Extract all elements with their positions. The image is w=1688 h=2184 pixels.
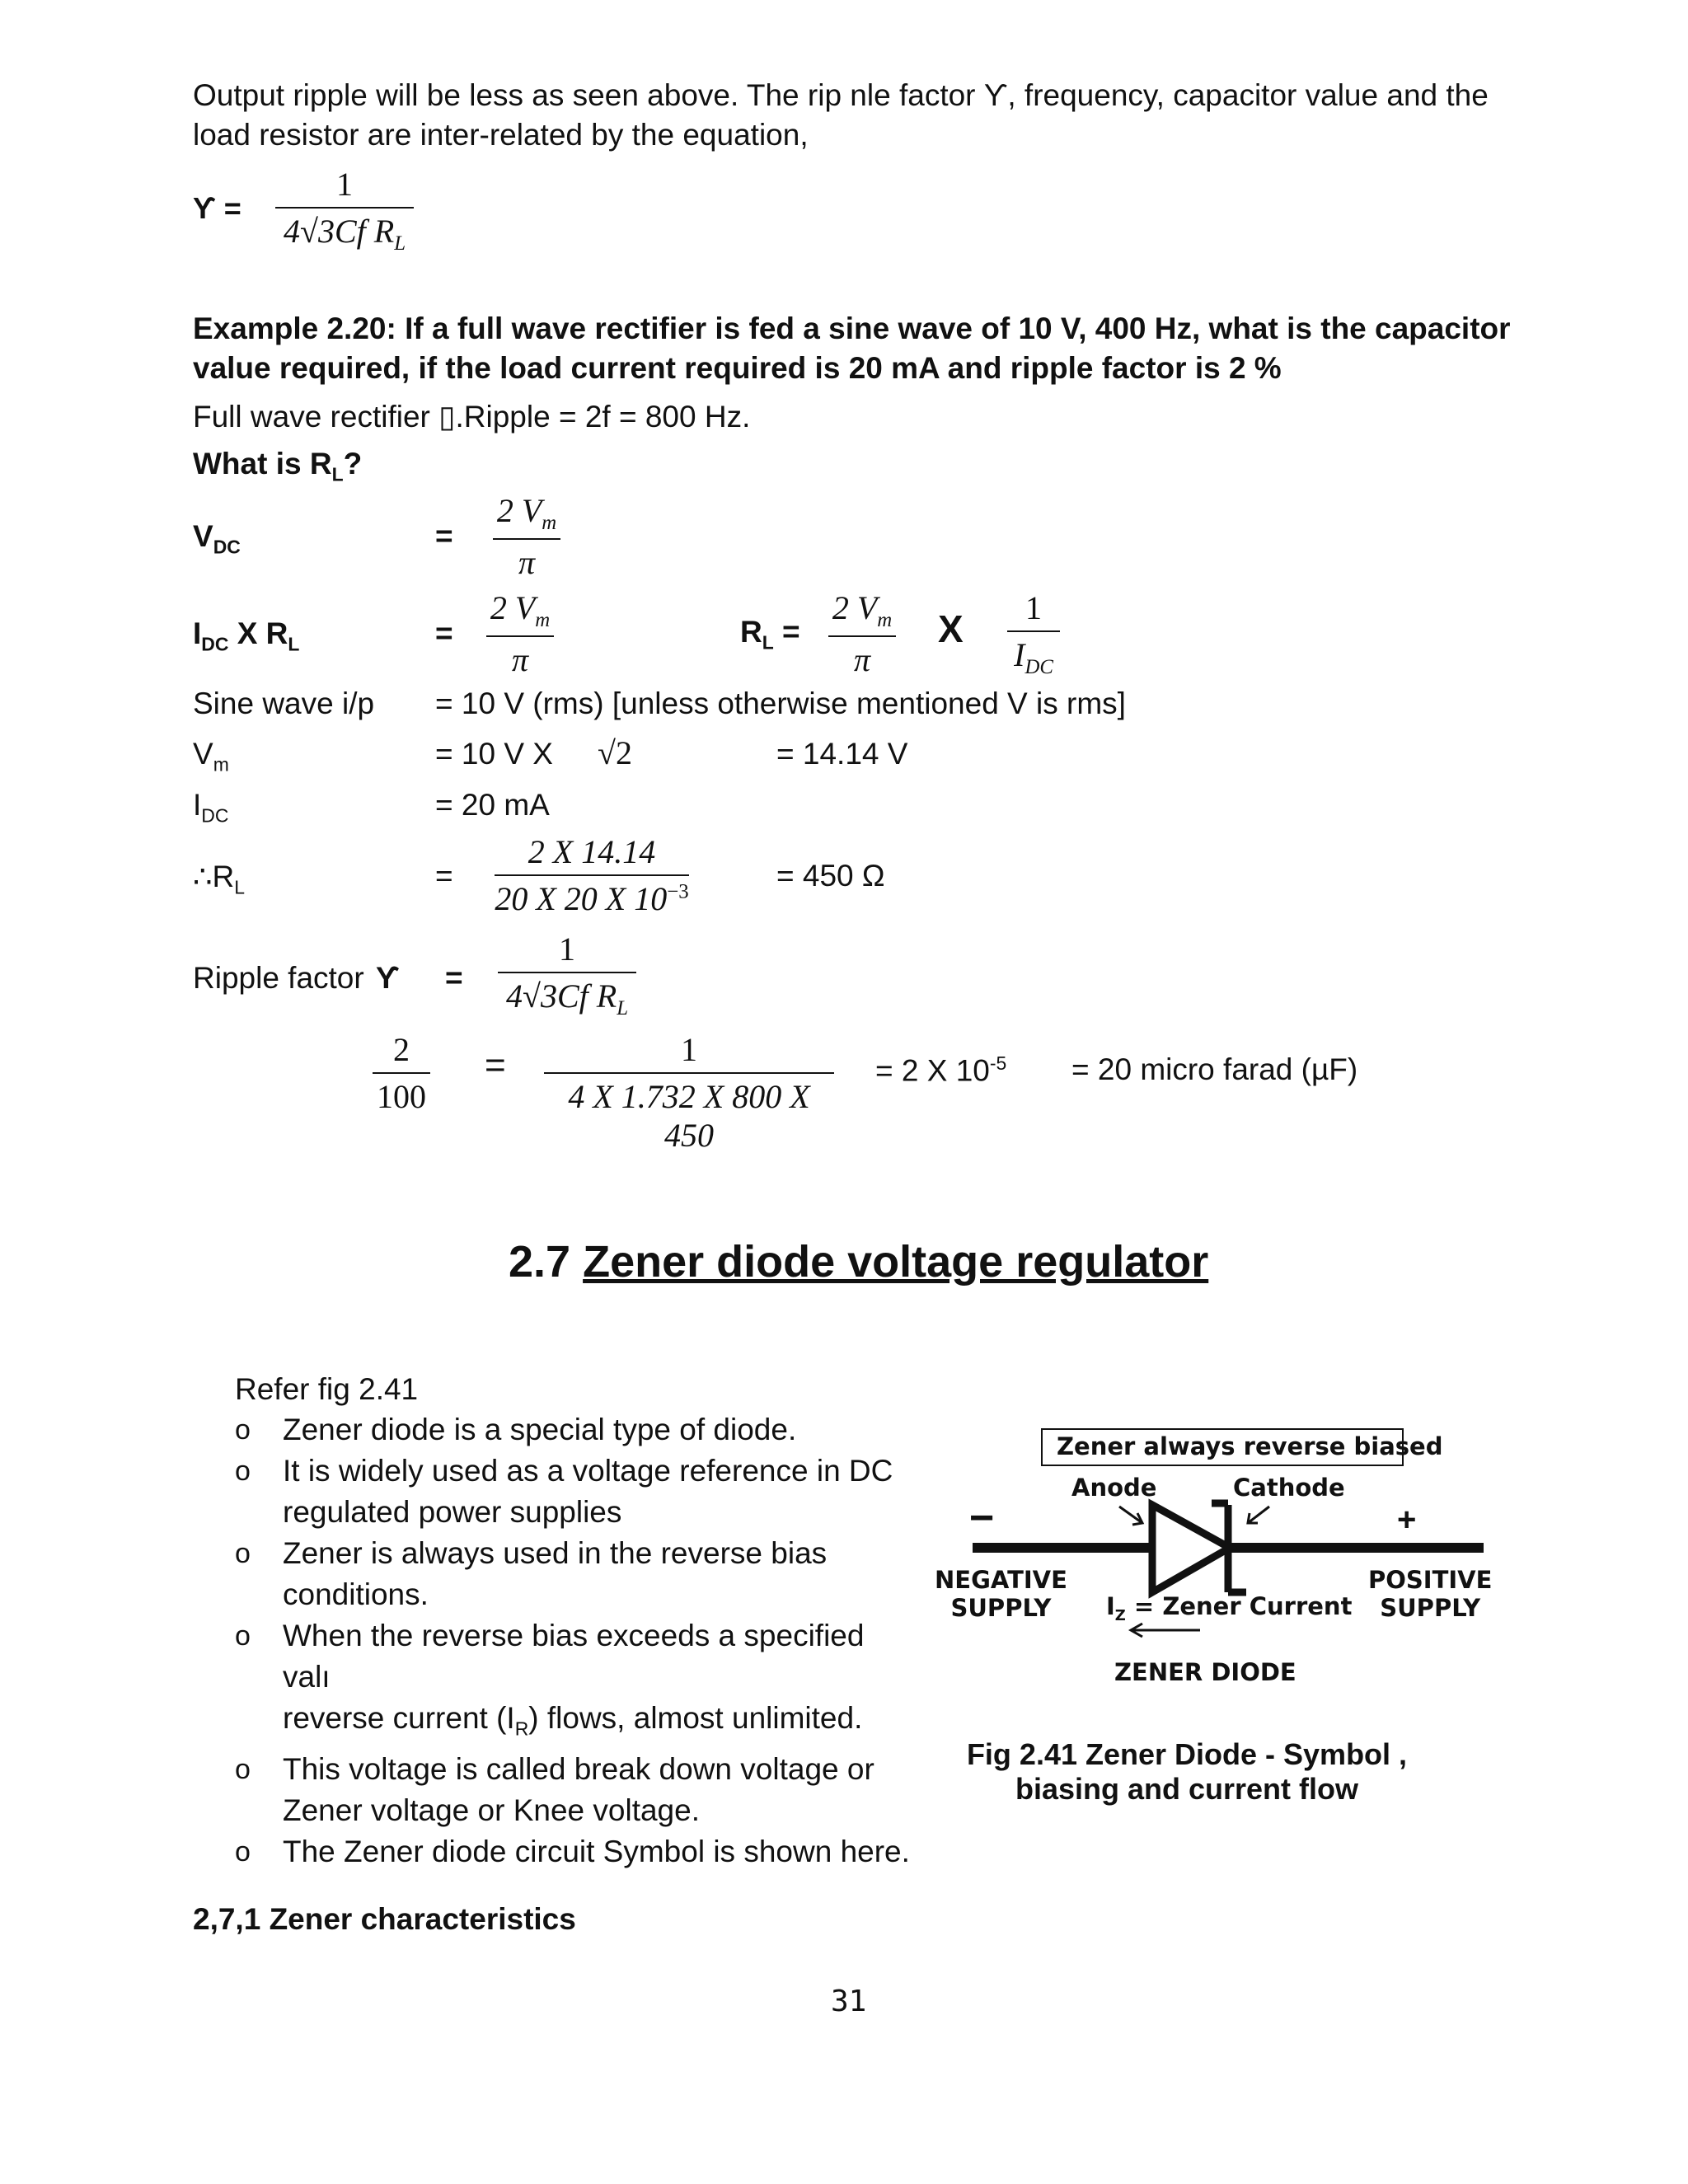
anode-label: Anode [1071, 1474, 1157, 1502]
sine-value: = 10 V (rms) [unless otherwise mentioned V is rms] [435, 687, 1126, 720]
ripple-equals: = [445, 961, 463, 995]
section-heading: 2.7 Zener diode voltage regulator [509, 1237, 1209, 1286]
therefore-rl-label: $\therefore R_L$ [193, 860, 246, 898]
gamma-denominator: 4√3Cf $R_L$ [284, 213, 406, 255]
bullet-item: o When the reverse bias exceeds a specified valı reverse current $(I_R)$ flows, almost unlimited. [235, 1619, 865, 1740]
rl-fraction: 2 $V_m$ π [828, 588, 896, 679]
what-is-rl: What is $R_L$? [193, 447, 363, 485]
ripple-symbol: ϒ [376, 961, 400, 995]
final-fraction: 1 4 X 1.732 X 800 X 450 [544, 1030, 834, 1155]
ripple-factor-label: Ripple factor [193, 961, 364, 995]
multiply-sign: X [938, 607, 964, 650]
bullet-item: o This voltage is called break down voltage or Zener voltage or Knee voltage. [235, 1752, 874, 1828]
intro-line-2: load resistor are inter-related by the equation, [193, 118, 809, 152]
rl-result: = 450 Ω [776, 859, 885, 893]
example-title-line-2: value required, if the load current required is 20 mA and ripple factor is 2 % [193, 351, 1282, 385]
minus-sign: − [969, 1494, 995, 1542]
example-title-line-1: Example 2.20: If a full wave rectifier is fed a sine wave of 10 V, 400 Hz, what is the capacitor [193, 312, 1511, 345]
vdc-fraction: 2 $V_m$ π [493, 491, 560, 582]
bullet-list [235, 1409, 911, 1872]
one-over-idc: 1 $I_{DC}$ [1007, 588, 1060, 679]
rl-calc-fraction: 2 X 14.14 20 X 20 X $10^{-3}$ [495, 833, 689, 917]
final-result-microfarad: = 20 micro farad (µF) [1071, 1052, 1358, 1086]
positive-supply-label: POSITIVE SUPPLY [1368, 1566, 1493, 1622]
rl-label: $R_L$ = [740, 615, 800, 654]
fraction-bar [275, 207, 414, 209]
vm-value: = 10 V X [435, 737, 553, 771]
vdc-label: $V_{DC}$ [193, 519, 241, 558]
percent-fraction: 2 100 [373, 1030, 430, 1116]
ripple-fraction: 1 4√3Cf $R_L$ [498, 930, 636, 1020]
idc-value: = 20 mA [435, 788, 550, 822]
idc-rl-fraction: 2 $V_m$ π [486, 588, 554, 679]
bullet-item: o The Zener diode circuit Symbol is shown here. [235, 1835, 910, 1869]
zener-current-label: $I_Z$ = Zener Current [1106, 1592, 1353, 1624]
plus-sign: + [1397, 1502, 1417, 1538]
sine-label: Sine wave i/p [193, 687, 375, 720]
page-number: 31 [831, 1985, 867, 2018]
gamma-lhs: ϒ = [193, 191, 241, 225]
zener-diode-label: ZENER DIODE [1114, 1658, 1296, 1686]
intro-line-1: Output ripple will be less as seen above. The rip nle factor ϒ, frequency, capacitor value and the [193, 78, 1489, 112]
bullet-item: o Zener diode is a special type of diode. [235, 1413, 797, 1446]
sqrt-two: √2 [598, 734, 632, 771]
bullet-item: o It is widely used as a voltage reference in DC regulated power supplies [235, 1454, 893, 1529]
final-result-exponent: = 2 X $10^{-5}$ [875, 1052, 1007, 1088]
vdc-equals: = [435, 519, 453, 553]
ripple-frequency-line: Full wave rectifier ▯.Ripple = 2f = 800 Hz. [193, 400, 751, 434]
idc-label: $I_{DC}$ [193, 788, 229, 827]
gamma-fraction [275, 165, 414, 255]
negative-supply-label: NEGATIVE SUPPLY [935, 1566, 1067, 1622]
vm-label: $V_m$ [193, 737, 229, 776]
therefore-rl-equals: = [435, 859, 453, 893]
vm-result: = 14.14 V [776, 737, 908, 771]
idc-rl-equals: = [435, 616, 453, 650]
figure-caption: Fig 2.41 Zener Diode - Symbol , biasing and current flow [966, 1737, 1408, 1806]
idc-rl-label: $I_{DC}$ X $R_L$ [193, 616, 300, 655]
cathode-label: Cathode [1233, 1474, 1345, 1502]
zener-diagram [923, 1418, 1517, 1731]
subsection-heading: 2,7,1 Zener characteristics [193, 1902, 576, 1936]
gamma-numerator: 1 [336, 166, 353, 203]
final-equals: = [485, 1045, 506, 1085]
bullet-item: o Zener is always used in the reverse bias conditions. [235, 1536, 828, 1611]
reverse-biased-label: Zener always reverse biased [1057, 1432, 1443, 1460]
refer-fig: Refer fig 2.41 [235, 1372, 419, 1406]
